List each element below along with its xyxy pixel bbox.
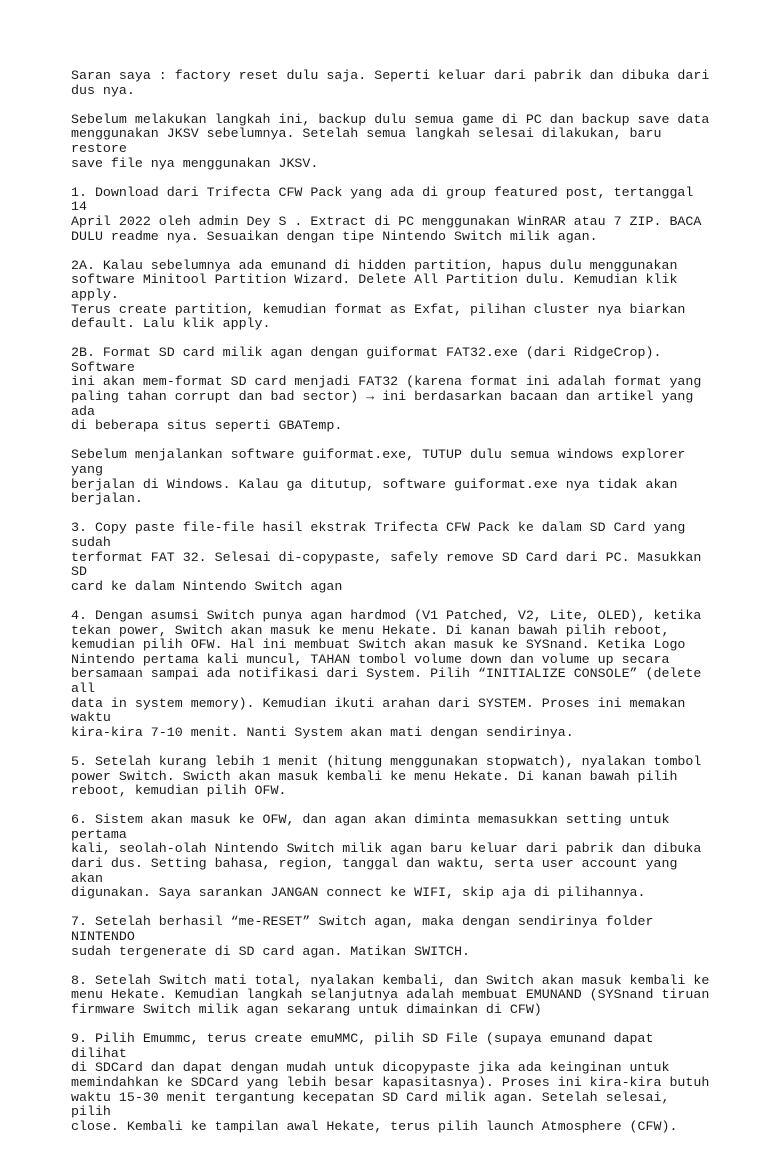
paragraph-guiformat-note: Sebelum menjalankan software guiformat.exe, TUTUP dulu semua windows explorer yang berjalan di Windows. Kalau ga ditutup, software guiformat.exe nya tidak akan berjalan. xyxy=(71,447,686,507)
paragraph-step-1: 1. Download dari Trifecta CFW Pack yang ada di group featured post, tertanggal 14 April 2022 oleh admin Dey S . Extract di PC menggunakan WinRAR atau 7 ZIP. BACA DULU readme nya. Sesuaikan dengan tipe Nintendo Switch milik agan. xyxy=(71,184,702,244)
paragraph-step-7: 7. Setelah berhasil “me-RESET” Switch agan, maka dengan sendirinya folder NINTENDO sudah tergenerate di SD card agan. Matikan SWITCH. xyxy=(71,914,654,959)
paragraph-step-9: 9. Pilih Emummc, terus create emuMMC, pilih SD File (supaya emunand dapat dilihat di SDCard dan dapat dengan mudah untuk dicopypaste jika ada keinginan untuk memindahkan ke SDCard yang lebih besar kapasitasnya). Proses ini kira-kira butuh waktu 15-30 menit tergantung kecepatan SD Card milik agan. Setelah selesai, pilih close. Kembali ke tampilan awal Hekate, terus pilih launch Atmosphere (CFW). xyxy=(71,1031,710,1134)
paragraph-step-4: 4. Dengan asumsi Switch punya agan hardmod (V1 Patched, V2, Lite, OLED), ketika tekan power, Switch akan masuk ke menu Hekate. Di kanan bawah pilih reboot, kemudian pilih OFW. Hal ini membuat Switch akan masuk ke SYSnand. Ketika Logo Nintendo pertama kali muncul, TAHAN tombol volume down dan volume up secara bersamaan sampai ada notifikasi dari System. Pilih “INITIALIZE CONSOLE” (delete all data in system memory). Kemudian ikuti arahan dari SYSTEM. Proses ini memakan waktu kira-kira 7-10 menit. Nanti System akan mati dengan sendirinya. xyxy=(71,607,702,740)
paragraph-step-8: 8. Setelah Switch mati total, nyalakan kembali, dan Switch akan masuk kembali ke menu Hekate. Kemudian langkah selanjutnya adalah membuat EMUNAND (SYSnand tiruan firmware Switch milik agan sekarang untuk dimainkan di CFW) xyxy=(71,972,710,1017)
paragraph-step-5: 5. Setelah kurang lebih 1 menit (hitung menggunakan stopwatch), nyalakan tombol power Switch. Swicth akan masuk kembali ke menu Hekate. Di kanan bawah pilih reboot, kemudian pilih OFW. xyxy=(71,753,702,799)
paragraph-backup: Sebelum melakukan langkah ini, backup dulu semua game di PC dan backup save data menggunakan JKSV sebelumnya. Setelah semua langkah selesai dilakukan, baru restore save file nya menggunakan JKSV. xyxy=(71,111,710,171)
paragraph-step-6: 6. Sistem akan masuk ke OFW, dan agan akan diminta memasukkan setting untuk pertama kali, seolah-olah Nintendo Switch milik agan baru keluar dari pabrik dan dibuka dari dus. Setting bahasa, region, tanggal dan waktu, serta user account yang akan digunakan. Saya sarankan JANGAN connect ke WIFI, skip aja di pilihannya. xyxy=(71,812,702,901)
paragraph-step-3: 3. Copy paste file-file hasil ekstrak Trifecta CFW Pack ke dalam SD Card yang sudah terformat FAT 32. Selesai di-copypaste, safely remove SD Card dari PC. Masukkan SD card ke dalam Nintendo Switch agan xyxy=(71,520,702,594)
paragraph-step-2a: 2A. Kalau sebelumnya ada emunand di hidden partition, hapus dulu menggunakan software Minitool Partition Wizard. Delete All Partition dulu. Kemudian klik apply. Terus create partition, kemudian format as Exfat, pilihan cluster nya biarkan default. Lalu klik apply. xyxy=(71,257,686,332)
document-page xyxy=(71,69,711,1149)
paragraph-step-2b: 2B. Format SD card milik agan dengan guiformat FAT32.exe (dari RidgeCrop). Software ini akan mem-format SD card menjadi FAT32 (karena format ini adalah format yang paling tahan corrupt dan bad sector) → ini berdasarkan bacaan dan artikel yang ada di beberapa situs seperti GBATemp. xyxy=(71,345,702,434)
paragraph-intro: Saran saya : factory reset dulu saja. Seperti keluar dari pabrik dan dibuka dari dus nya. xyxy=(71,68,710,98)
